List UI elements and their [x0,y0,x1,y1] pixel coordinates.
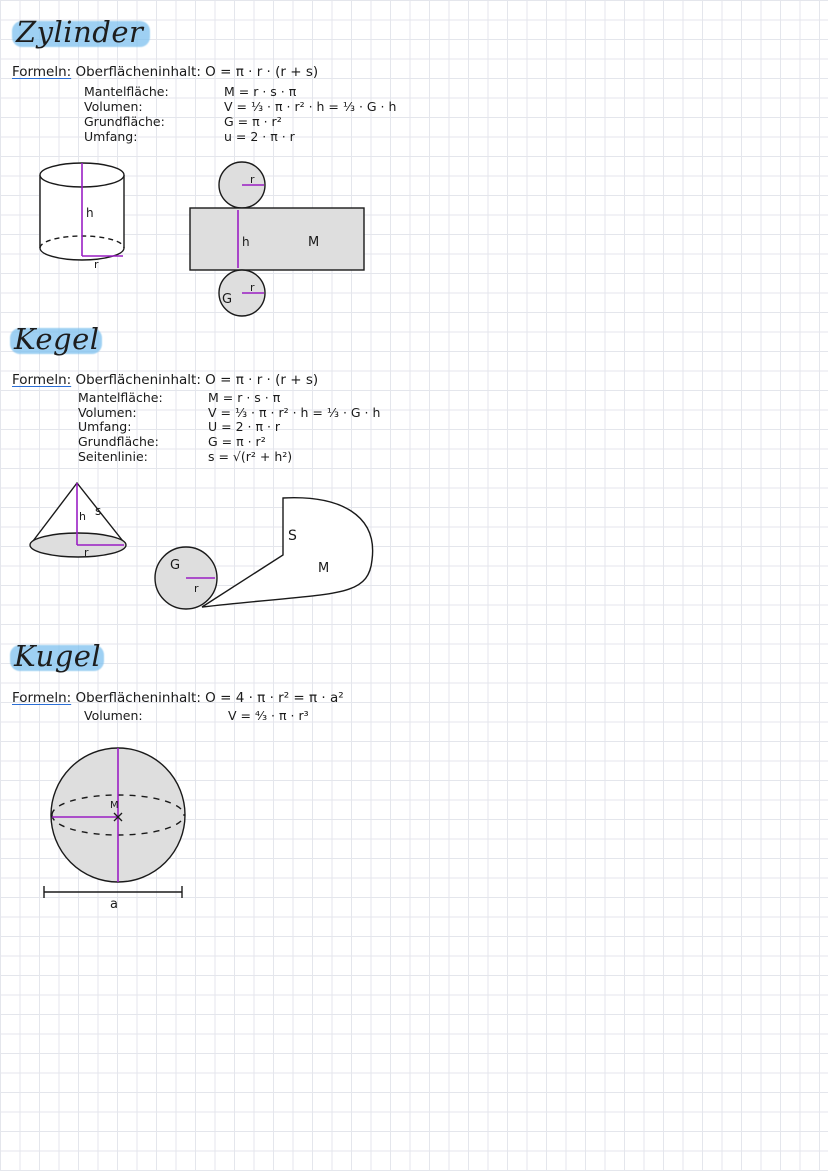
kegel-row-mantel-label: Mantelfläche: [78,390,163,405]
zylinder-row-volumen-label: Volumen: [84,99,143,114]
zylinder-net-r-bottom: r [250,281,255,294]
zylinder-row-umfang-label: Umfang: [84,129,138,144]
zylinder-3d-diagram [40,163,124,271]
kugel-row-volumen-formula: V = ⁴⁄₃ · π · r³ [228,708,309,723]
zylinder-title-text: Zylinder [16,15,144,49]
zylinder-oberflaeche-formula: O = π · r · (r + s) [205,64,319,80]
kegel-row-grund-formula: G = π · r² [208,434,266,449]
zylinder-row-grund-label: Grundfläche: [84,114,165,129]
kegel-title-text: Kegel [14,322,100,356]
kegel-net-diagram [155,498,373,609]
zylinder-net-h: h [242,235,250,249]
zylinder-row-mantel-label: Mantelfläche: [84,84,169,99]
kegel-r-label: r [84,546,89,559]
kugel-formeln-label: Formeln: [12,690,72,706]
kegel-row-volumen-formula: V = ⅓ · π · r² · h = ⅓ · G · h [208,405,381,420]
zylinder-r-label: r [94,258,99,271]
kegel-h-label: h [79,510,86,523]
kugel-m-label: M [110,800,119,811]
zylinder-row-mantel-formula: M = r · s · π [224,84,297,99]
kegel-s-label: s [95,504,102,518]
kegel-row-umfang-formula: U = 2 · π · r [208,419,281,434]
kegel-net-r: r [194,582,199,595]
zylinder-net-m: M [308,235,320,250]
zylinder-h-label: h [86,206,94,220]
kegel-row-mantel-formula: M = r · s · π [208,390,281,405]
kegel-row-seiten-formula: s = √(r² + h²) [208,449,293,464]
kugel-diagram [44,748,185,912]
kegel-row-grund-label: Grundfläche: [78,434,159,449]
zylinder-net-g: G [222,292,233,307]
kugel-row-volumen-label: Volumen: [84,708,143,723]
zylinder-net-r-top: r [250,173,255,186]
kegel-row-volumen-label: Volumen: [78,405,137,420]
kugel-a-label: a [110,897,118,912]
kugel-oberflaeche-formula: O = 4 · π · r² = π · a² [205,690,344,706]
kegel-row-seiten-label: Seitenlinie: [78,449,148,464]
kegel-oberflaeche-label: Oberflächeninhalt: [75,372,201,388]
zylinder-row-volumen-formula: V = ⅓ · π · r² · h = ⅓ · G · h [224,99,397,114]
zylinder-formeln-label: Formeln: [12,64,72,80]
kugel-title-text: Kugel [14,639,102,673]
kegel-formeln-label: Formeln: [12,372,72,388]
kugel-oberflaeche-label: Oberflächeninhalt: [75,690,201,706]
kegel-row-umfang-label: Umfang: [78,419,132,434]
zylinder-row-umfang-formula: u = 2 · π · r [224,129,295,144]
kegel-net-s: S [288,528,297,544]
kegel-oberflaeche-formula: O = π · r · (r + s) [205,372,319,388]
kegel-net-g: G [170,558,181,573]
kegel-net-m: M [318,561,330,576]
kegel-3d-diagram [30,483,126,559]
zylinder-row-grund-formula: G = π · r² [224,114,282,129]
zylinder-net-diagram [190,162,364,316]
zylinder-oberflaeche-label: Oberflächeninhalt: [75,64,201,80]
